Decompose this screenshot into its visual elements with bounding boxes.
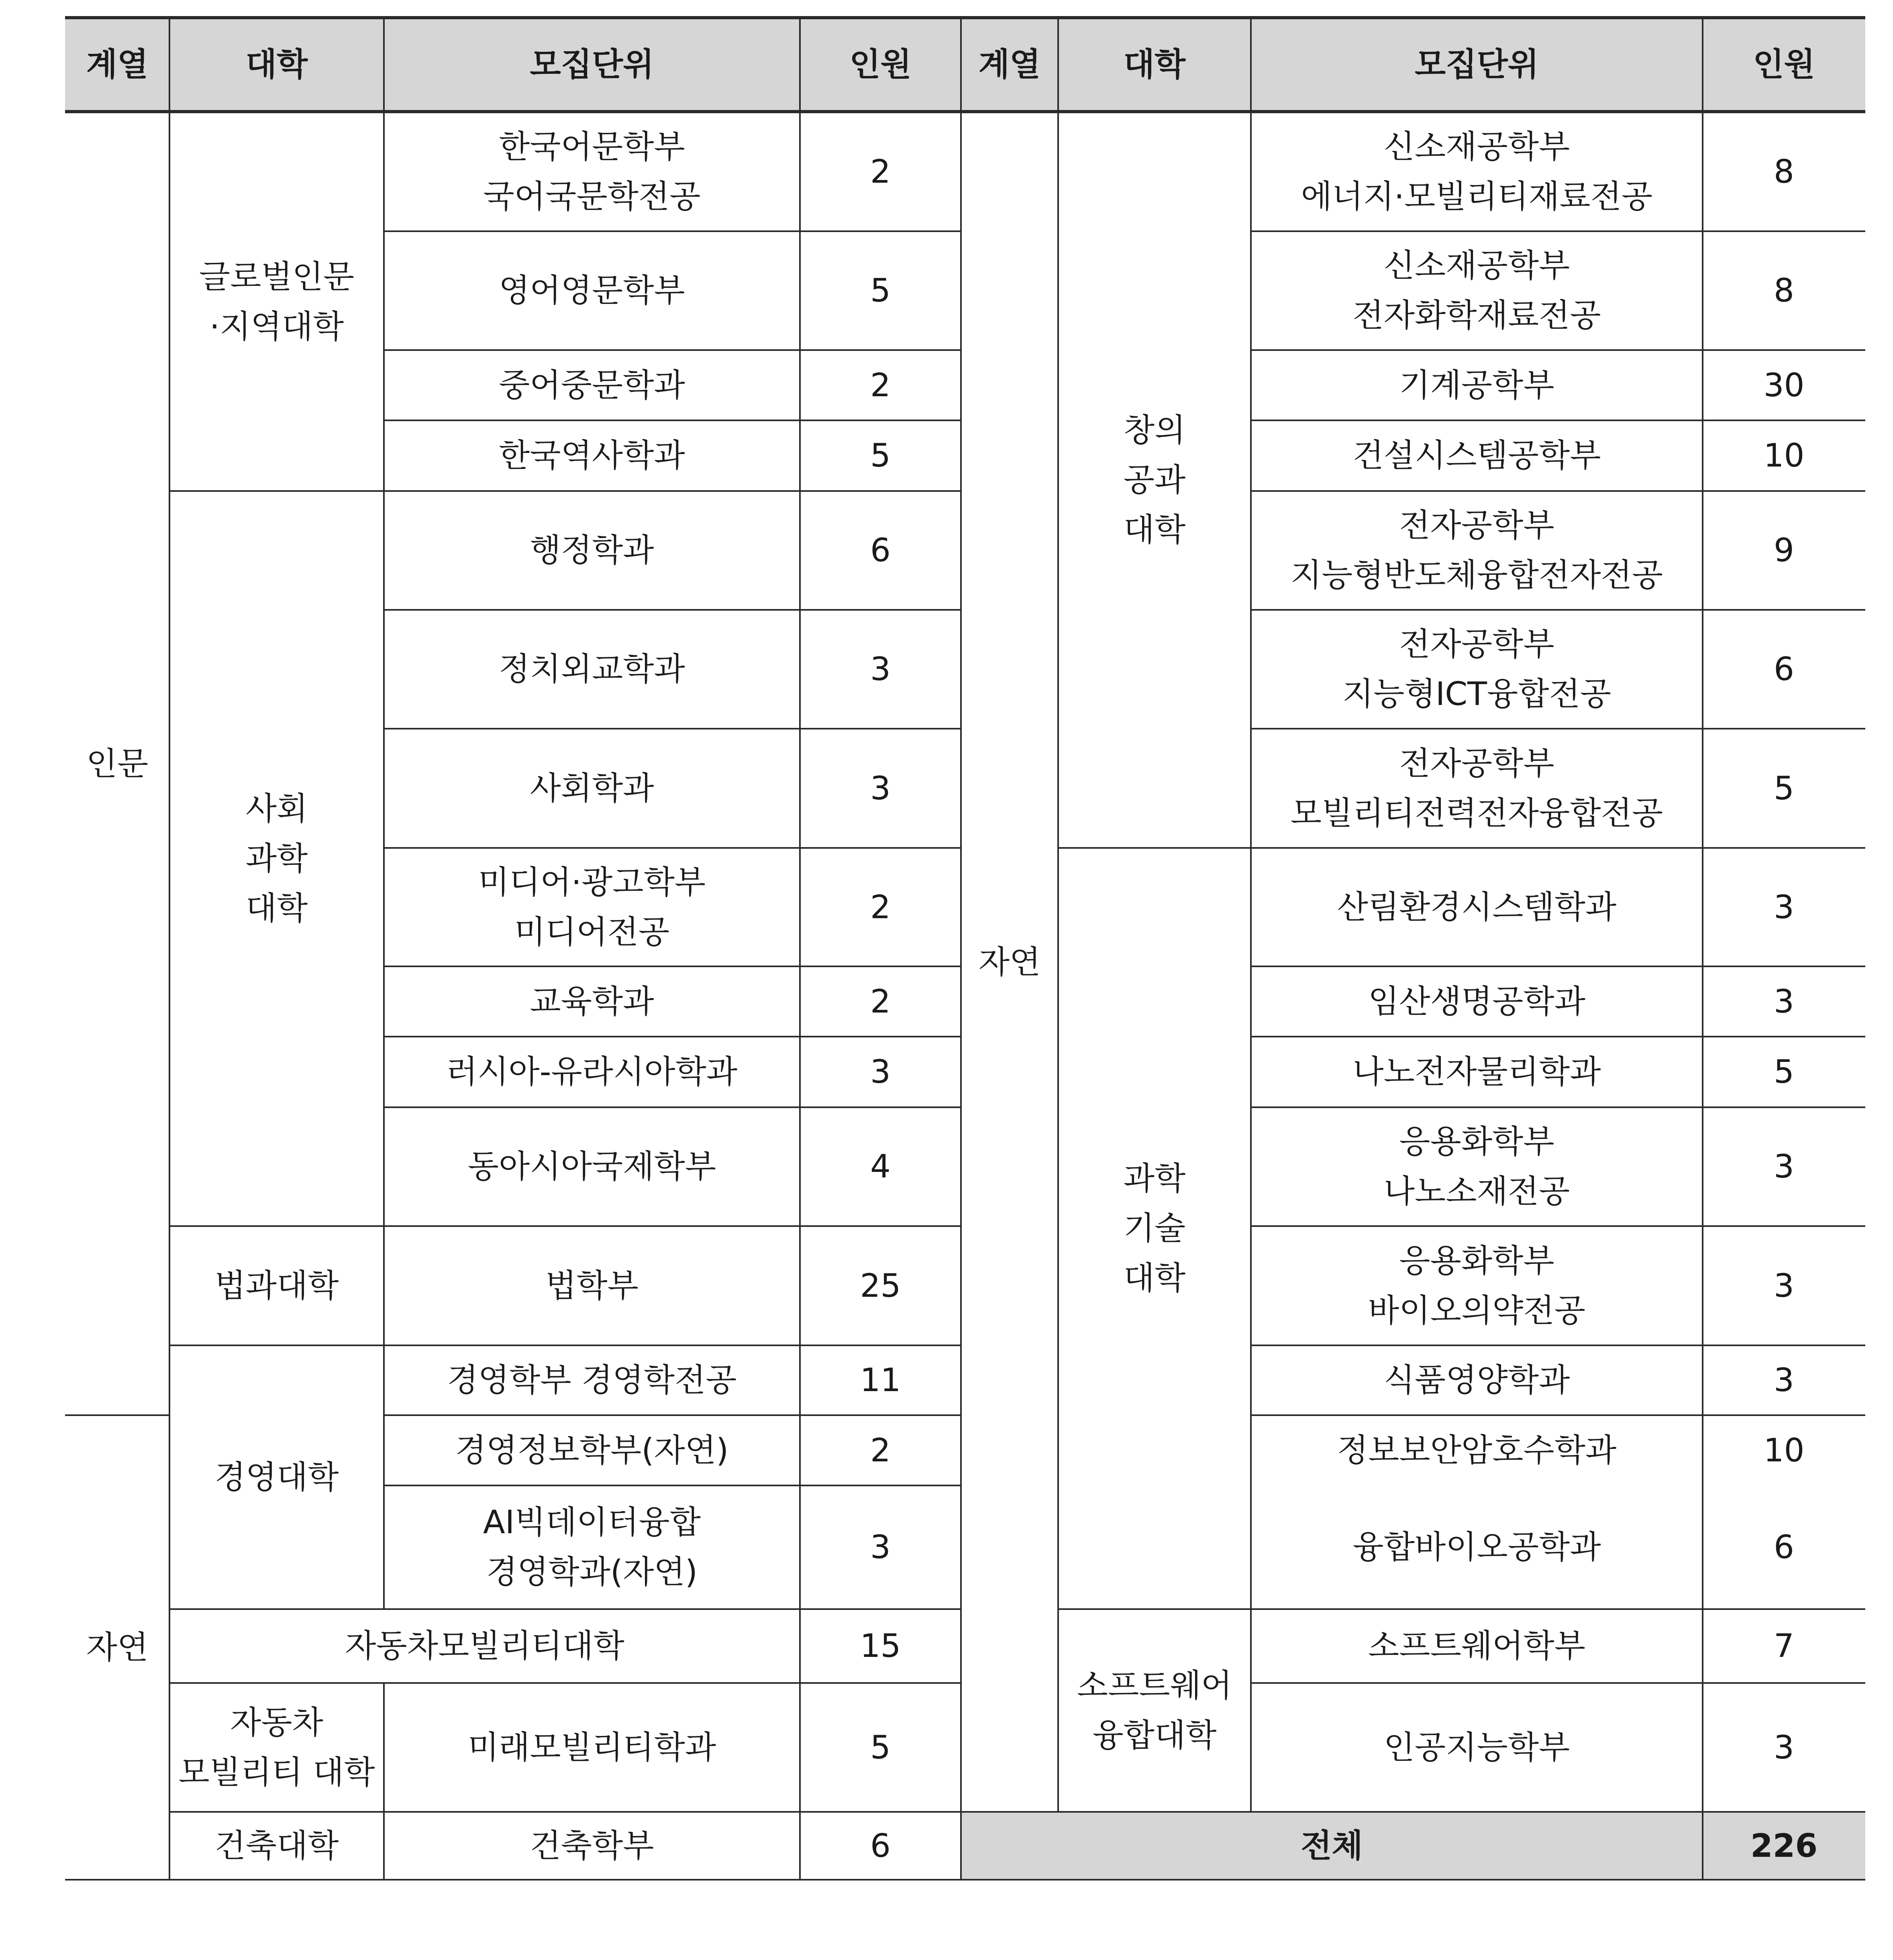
unit-cell: 건축학부 — [530, 1827, 654, 1864]
unit-cell: 교육학과 — [530, 982, 654, 1020]
field-natural: 자연 — [86, 1628, 149, 1666]
header-count: 인원 — [849, 46, 912, 83]
table-top-rule — [65, 16, 1865, 19]
unit-cell: 전자공학부 모빌리티전력전자융합전공 — [1290, 744, 1663, 832]
college-cell: 법과대학 — [214, 1267, 339, 1304]
count-cell: 3 — [1774, 1728, 1794, 1766]
college-cell: 건축대학 — [214, 1827, 339, 1864]
count-cell: 5 — [870, 272, 891, 309]
unit-cell: AI빅데이터융합 경영학과(자연) — [483, 1504, 701, 1591]
college-cell: 자동차 모빌리티 대학 — [178, 1703, 375, 1791]
unit-cell: 소프트웨어학부 — [1368, 1627, 1585, 1665]
count-cell: 2 — [870, 153, 891, 190]
unit-cell: 미래모빌리티학과 — [467, 1728, 716, 1766]
count-cell: 5 — [1774, 1053, 1794, 1090]
unit-cell: 영어영문학부 — [499, 272, 685, 309]
count-cell: 6 — [1774, 1528, 1794, 1566]
unit-cell: 인공지능학부 — [1383, 1728, 1570, 1766]
count-cell: 2 — [870, 982, 891, 1020]
total-count: 226 — [1750, 1827, 1818, 1864]
count-cell: 25 — [860, 1267, 901, 1304]
unit-cell: 경영학부 경영학전공 — [447, 1361, 737, 1399]
count-cell: 4 — [870, 1148, 891, 1185]
unit-cell: 임산생명공학과 — [1368, 982, 1585, 1020]
count-cell: 3 — [1774, 1267, 1794, 1304]
count-cell: 8 — [1774, 153, 1794, 190]
count-cell: 3 — [1774, 888, 1794, 926]
unit-cell: 한국역사학과 — [499, 437, 685, 474]
college-cell: 소프트웨어 융합대학 — [1077, 1667, 1232, 1754]
college-cell: 창의 공과 대학 — [1123, 412, 1186, 548]
count-cell: 6 — [1774, 650, 1794, 688]
college-cell: 자동차모빌리티대학 — [345, 1627, 624, 1665]
count-cell: 6 — [870, 532, 891, 569]
total-label: 전체 — [1301, 1827, 1363, 1864]
table-bottom-rule — [65, 1879, 961, 1881]
unit-cell: 동아시아국제학부 — [467, 1148, 716, 1185]
college-cell: 사회 과학 대학 — [245, 790, 308, 927]
count-cell: 3 — [1774, 1148, 1794, 1185]
unit-cell: 중어중문학과 — [499, 366, 685, 404]
count-cell: 3 — [1774, 1361, 1794, 1399]
header-unit: 모집단위 — [530, 46, 654, 83]
unit-cell: 융합바이오공학과 — [1352, 1528, 1601, 1566]
unit-cell: 사회학과 — [530, 769, 654, 807]
count-cell: 5 — [870, 437, 891, 474]
header-unit: 모집단위 — [1414, 46, 1539, 83]
unit-cell: 행정학과 — [530, 532, 654, 569]
unit-cell: 나노전자물리학과 — [1352, 1053, 1601, 1090]
unit-cell: 정보보안암호수학과 — [1337, 1431, 1617, 1469]
unit-cell: 한국어문학부 국어국문학전공 — [483, 128, 701, 215]
count-cell: 5 — [1774, 769, 1794, 807]
count-cell: 3 — [870, 769, 891, 807]
unit-cell: 기계공학부 — [1399, 366, 1554, 404]
unit-cell: 신소재공학부 전자화학재료전공 — [1352, 247, 1601, 334]
field-humanities: 인문 — [86, 745, 149, 782]
count-cell: 2 — [870, 888, 891, 926]
college-cell: 글로벌인문 ·지역대학 — [199, 258, 355, 345]
total-row-bottom-rule — [961, 1879, 1865, 1881]
college-cell: 과학 기술 대학 — [1123, 1160, 1186, 1297]
unit-cell: 러시아-유라시아학과 — [446, 1053, 738, 1090]
unit-cell: 응용화학부 나노소재전공 — [1383, 1123, 1570, 1210]
count-cell: 11 — [860, 1361, 901, 1399]
unit-cell: 정치외교학과 — [499, 650, 685, 688]
header-bottom-rule — [65, 110, 1865, 113]
unit-cell: 신소재공학부 에너지·모빌리티재료전공 — [1301, 128, 1653, 215]
count-cell: 2 — [870, 1431, 891, 1469]
count-cell: 5 — [870, 1728, 891, 1766]
unit-cell: 전자공학부 지능형반도체융합전자전공 — [1290, 507, 1663, 594]
count-cell: 3 — [1774, 982, 1794, 1020]
field-natural: 자연 — [978, 943, 1041, 981]
unit-cell: 건설시스템공학부 — [1352, 437, 1601, 474]
header-college: 대학 — [245, 46, 308, 83]
admission-quota-table — [65, 16, 1865, 1881]
count-cell: 7 — [1774, 1627, 1794, 1665]
unit-cell: 미디어·광고학부 미디어전공 — [478, 863, 706, 951]
header-field: 계열 — [978, 46, 1041, 83]
header-college: 대학 — [1123, 46, 1186, 83]
unit-cell: 법학부 — [545, 1267, 638, 1304]
count-cell: 30 — [1763, 366, 1805, 404]
unit-cell: 응용화학부 바이오의약전공 — [1368, 1242, 1585, 1329]
count-cell: 2 — [870, 366, 891, 404]
count-cell: 15 — [860, 1627, 901, 1665]
count-cell: 3 — [870, 1528, 891, 1566]
count-cell: 8 — [1774, 272, 1794, 309]
unit-cell: 식품영양학과 — [1383, 1361, 1570, 1399]
unit-cell: 전자공학부 지능형ICT융합전공 — [1342, 625, 1611, 713]
count-cell: 3 — [870, 650, 891, 688]
unit-cell: 산림환경시스템학과 — [1337, 888, 1617, 926]
unit-cell: 경영정보학부(자연) — [455, 1431, 729, 1469]
header-field: 계열 — [86, 46, 149, 83]
count-cell: 6 — [870, 1827, 891, 1864]
count-cell: 10 — [1763, 437, 1805, 474]
college-cell: 경영대학 — [214, 1458, 339, 1496]
count-cell: 3 — [870, 1053, 891, 1090]
count-cell: 9 — [1774, 532, 1794, 569]
header-count: 인원 — [1753, 46, 1815, 83]
count-cell: 10 — [1763, 1431, 1805, 1469]
